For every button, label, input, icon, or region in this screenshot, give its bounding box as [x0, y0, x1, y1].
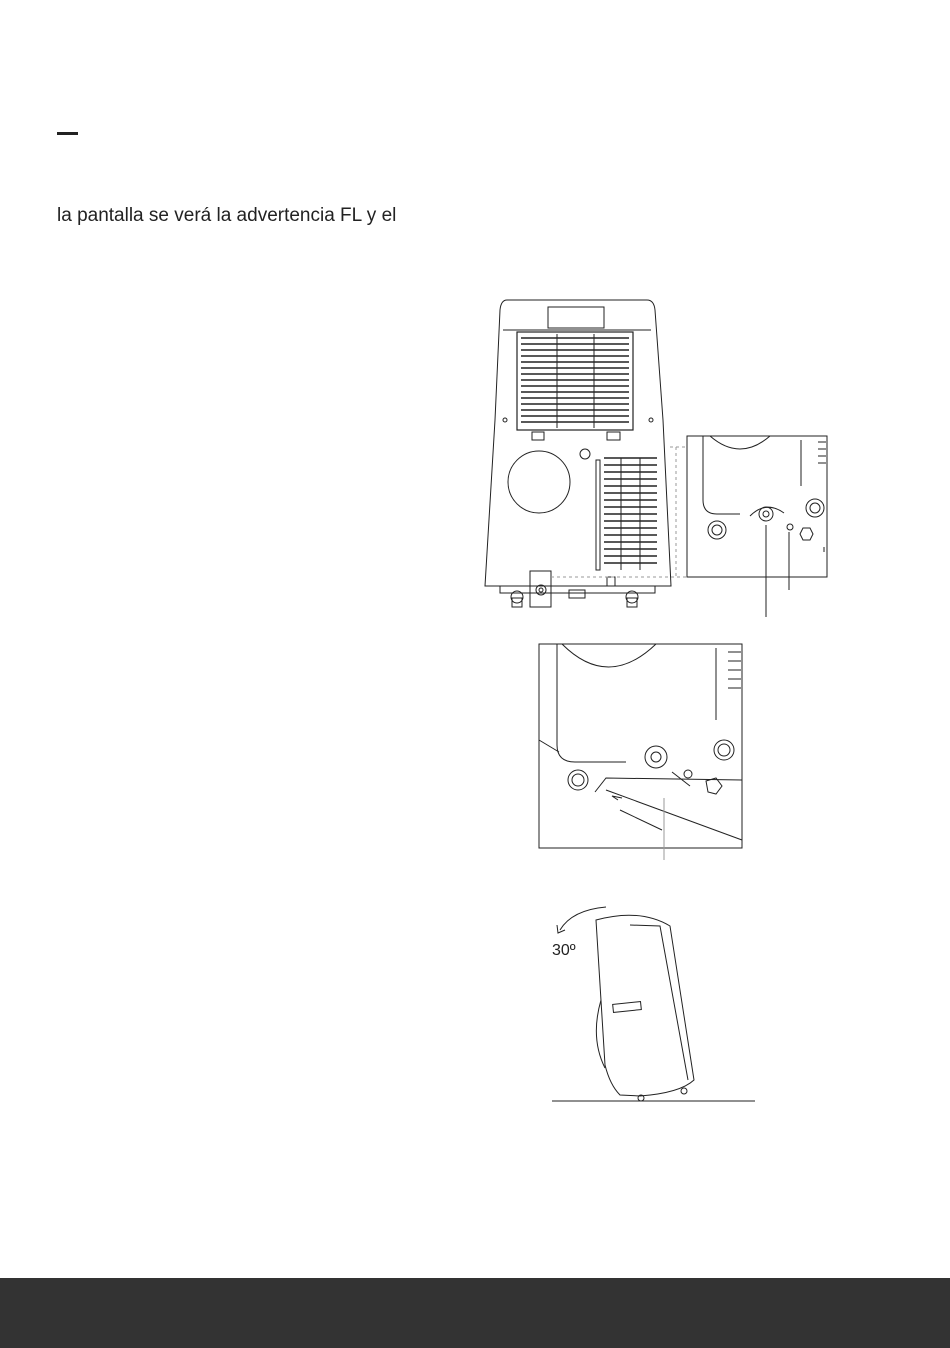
back-view-figure — [485, 300, 671, 607]
drain-tray-figure — [539, 644, 742, 860]
tilt-figure — [552, 907, 755, 1101]
detail-zoom-figure — [687, 436, 827, 617]
tilt-angle-label: 30º — [552, 942, 576, 959]
body-text-line: la pantalla se verá la advertencia FL y el — [57, 205, 397, 226]
page-footer-bar — [0, 1278, 950, 1348]
zoom-connectors — [551, 447, 687, 577]
